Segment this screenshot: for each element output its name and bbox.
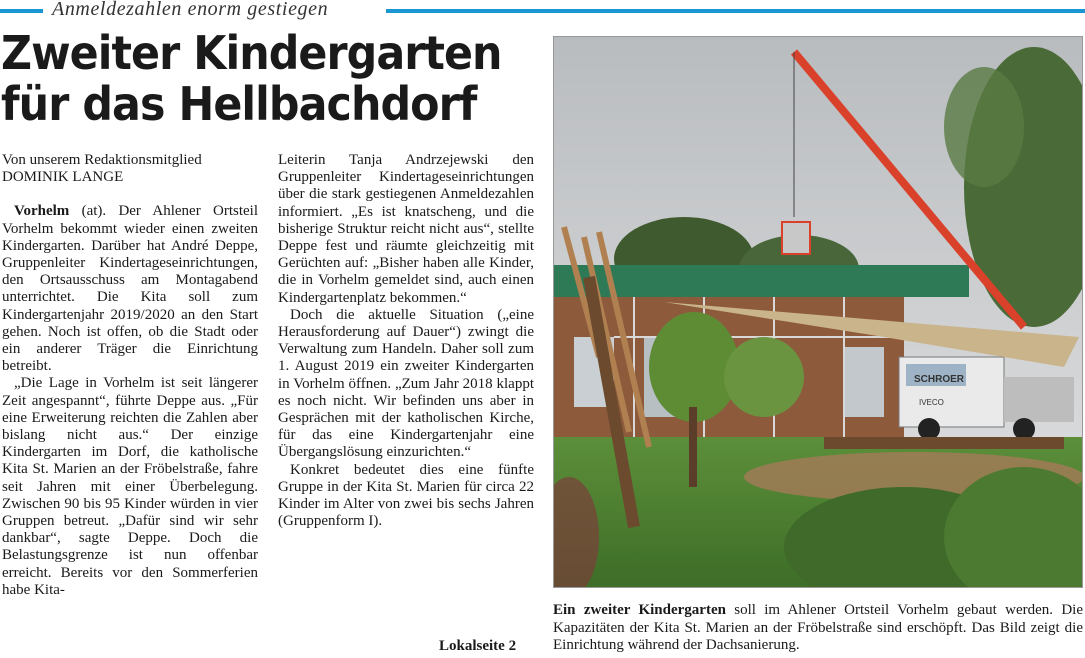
photo-illustration — [554, 37, 1083, 588]
photo-caption — [553, 602, 1083, 655]
kicker-text: Anmeldezahlen enorm gestiegen — [52, 0, 329, 20]
kicker-bar — [0, 0, 1085, 22]
page-reference: Lokalseite 2 — [439, 638, 517, 654]
article-column-2 — [278, 152, 534, 530]
article-paragraph: Doch die aktuelle Situation („eine Herausforderung auf Dauer“) zwingt die Verwaltung zum Handeln. Daher soll zum 1. August 2019 ein zweiter Kindergarten in Vorhelm öffnen. „Zum Jahr 2018 klappt es noch nicht. Wir befinden uns aber in Gesprächen mit der katholischen Kirche, für das eine Kindergartenjahr eine Übergangslösung einzurichten.“ — [278, 306, 534, 461]
truck-brand: IVECO — [919, 398, 944, 407]
crane-basket — [782, 222, 810, 254]
caption-lead: Ein zweiter Kindergarten — [553, 602, 726, 618]
headline-line-1: Zweiter Kindergarten — [1, 26, 502, 80]
byline — [2, 152, 258, 186]
kicker-rule-right — [386, 9, 1085, 13]
article-paragraph: Konkret bedeutet dies eine fünfte Gruppe in der Kita St. Marien für circa 22 Kinder im Alter von zwei bis sechs Jahren (Gruppenform I). — [278, 461, 534, 530]
headline-line-2: für das Hellbachdorf — [1, 77, 477, 131]
kicker-rule-left — [0, 9, 43, 13]
byline-role: Von unserem Redaktionsmitglied — [2, 152, 202, 168]
article-paragraph: Leiterin Tanja Andrzejewski den Gruppenleiter Kindertageseinrichtungen über die stark gestiegenen Anmeldezahlen informiert. „Es ist knatscheng, und die bisherige Struktur reicht nicht aus“, stellte Deppe fest und räumte gleichzeitig mit Gerüchten auf: „Bisher haben alle Kinder, die in Vorhelm gemeldet sind, auch einen Kindergartenplatz bekommen.“ — [278, 152, 534, 306]
dateline: Vorhelm — [14, 203, 70, 220]
article-paragraph: Vorhelm (at). Der Ahlener Ortsteil Vorhelm bekommt wieder einen zweiten Kindergarten. Darüber hat André Deppe, Gruppenleiter Kindertageseinrichtungen, den Ortsausschuss am Montagabend unterrichtet. Die Kita soll zum Kindergartenjahr 2019/2020 an den Start gehen. Noch ist offen, ob die Stadt oder ein anderer Träger die Einrichtung betreibt. — [2, 203, 258, 375]
byline-author: DOMINIK LANGE — [2, 169, 124, 186]
truck-label: SCHROER — [914, 374, 965, 385]
green-roof-tarp — [554, 265, 969, 297]
headline — [1, 28, 508, 130]
caption-text: soll im Ahlener Ortsteil Vorhelm gebaut werden. Die Kapazitäten der Kita St. Marien an der Fröbelstraße sind erschöpft. Das Bild zeigt die Einrichtung während der Dachsanierung. — [553, 602, 1084, 653]
article-paragraph: „Die Lage in Vorhelm ist seit längerer Zeit angespannt“, führte Deppe aus. „Für eine Erweiterung reichten die Zahlen aber bislang nicht aus.“ Der einzige Kindergarten im Dorf, die katholische Kita St. Marien an der Fröbelstraße, fahre seit Jahren mit einer Überbelegung. Zwischen 90 bis 95 Kinder würden in vier Gruppen betreut. „Dafür sind wir sehr dankbar“, sagte Deppe. Doch die Belastungsgrenze ist nun offenbar erreicht. Bereits vor den Sommerferien habe Kita- — [2, 375, 258, 598]
wooden-bench — [824, 437, 1064, 449]
article-photo — [553, 36, 1083, 588]
article-column-1 — [2, 152, 258, 599]
